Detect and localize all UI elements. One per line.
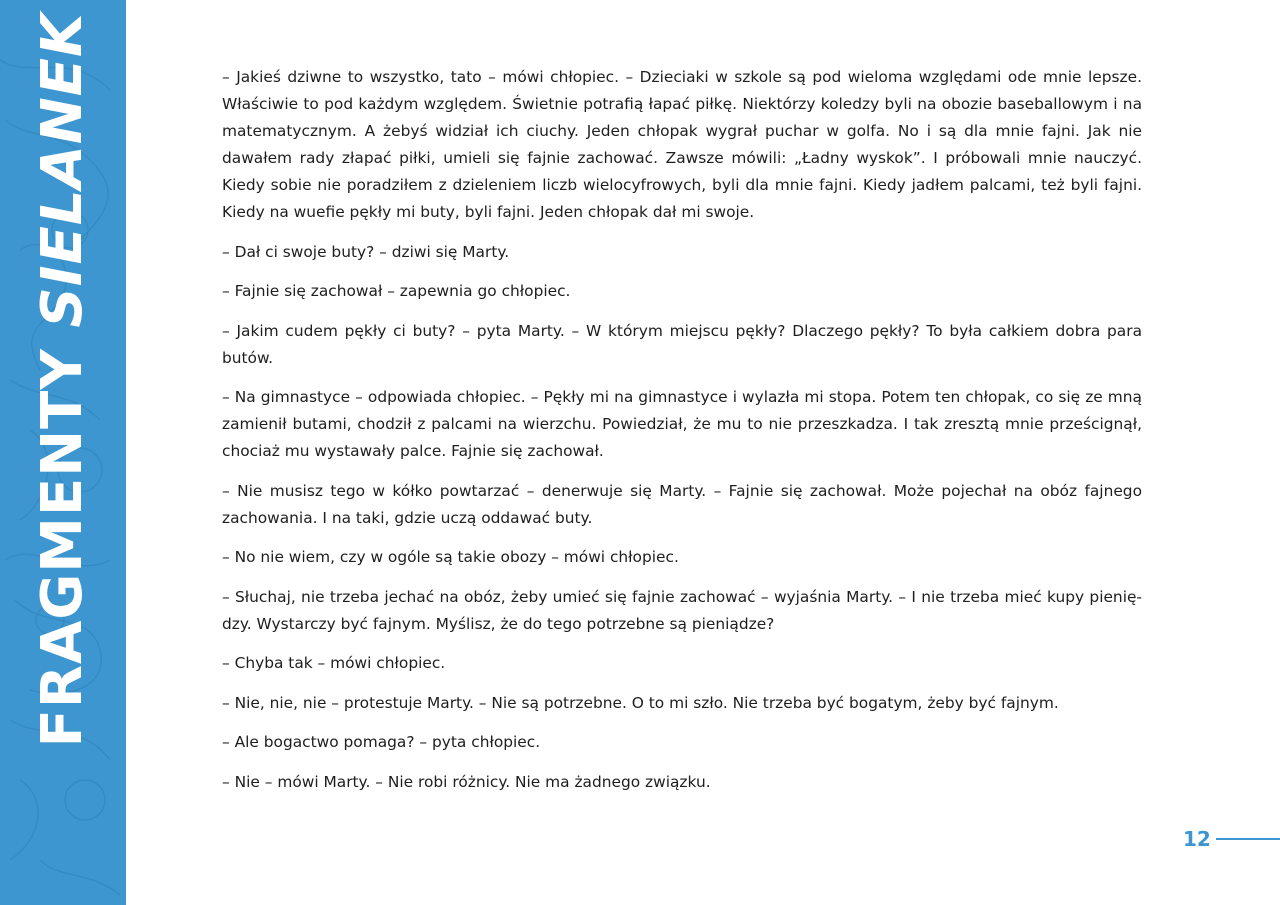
section-title <box>30 12 95 748</box>
paragraph: – Na gimnastyce – odpowiada chłopiec. – Pękły mi na gimnastyce i wylazła mi stopa. Potem ten chłopak, co się ze mną zamienił butami, chodził z palcami na wierzchu. Powiedział, że mu to nie przeszkadza. I tak zresztą mnie prześcignął, chociaż mu wystawały palce. Fajnie się zachował. <box>222 388 1142 460</box>
paragraph: – Słuchaj, nie trzeba jechać na obóz, żeby umieć się fajnie zachować – wyjaśnia Marty. – I nie trzeba mieć kupy pienię-dzy. Wystarczy być fajnym. Myślisz, że do tego potrzebne są pieniądze? <box>222 587 1142 633</box>
paragraph: – Fajnie się zachował – zapewnia go chłopiec. <box>222 282 571 300</box>
paragraph: – No nie wiem, czy w ogóle są takie obozy – mówi chłopiec. <box>222 548 679 566</box>
paragraph: – Ale bogactwo pomaga? – pyta chłopiec. <box>222 733 541 751</box>
paragraph: – Jakieś dziwne to wszystko, tato – mówi chłopiec. – Dzieciaki w szkole są pod wieloma względami ode mnie lepsze. Właściwie to pod każdym względem. Świetnie potrafią łapać piłkę. Niektórzy koledzy byli na obozie baseballowym i na matematycznym. A żebyś widział ich ciuchy. Jeden chłopak wygrał puchar w golfa. No i są dla mnie fajni. Jak nie dawałem rady złapać piłki, umieli się fajnie zachować. Zawsze mówili: „Ładny wyskok”. I próbowali mnie nauczyć. Kiedy sobie nie poradziłem z dzieleniem liczb wielocyfrowych, byli dla mnie fajni. Kiedy jadłem palcami, też byli fajni. Kiedy na wuefie pękły mi buty, byli fajni. Jeden chłopak dał mi swoje. <box>222 68 1142 221</box>
paragraph: – Dał ci swoje buty? – dziwi się Marty. <box>222 242 510 261</box>
paragraph: – Chyba tak – mówi chłopiec. <box>222 654 446 672</box>
paragraph: – Nie musisz tego w kółko powtarzać – denerwuje się Marty. – Fajnie się zachował. Może pojechał na obóz fajnego zachowania. I na taki, gdzie uczą oddawać buty. <box>222 481 1142 527</box>
page-number-rule <box>1216 838 1280 840</box>
paragraph: – Nie, nie, nie – protestuje Marty. – Nie są potrzebne. O to mi szło. Nie trzeba być bogatym, żeby być fajnym. <box>222 693 1059 712</box>
section-title-part2: SIELANEK <box>30 12 95 328</box>
page-number: 12 <box>1183 827 1211 851</box>
sidebar-banner <box>0 0 126 905</box>
paragraph: – Jakim cudem pękły ci buty? – pyta Marty. – W którym miejscu pękły? Dlaczego pękły? To była całkiem dobra para butów. <box>222 321 1142 367</box>
section-title-part1: FRAGMENTY <box>30 327 95 748</box>
paragraph: – Nie – mówi Marty. – Nie robi różnicy. Nie ma żadnego związku. <box>222 772 711 791</box>
text-body <box>222 64 1142 808</box>
